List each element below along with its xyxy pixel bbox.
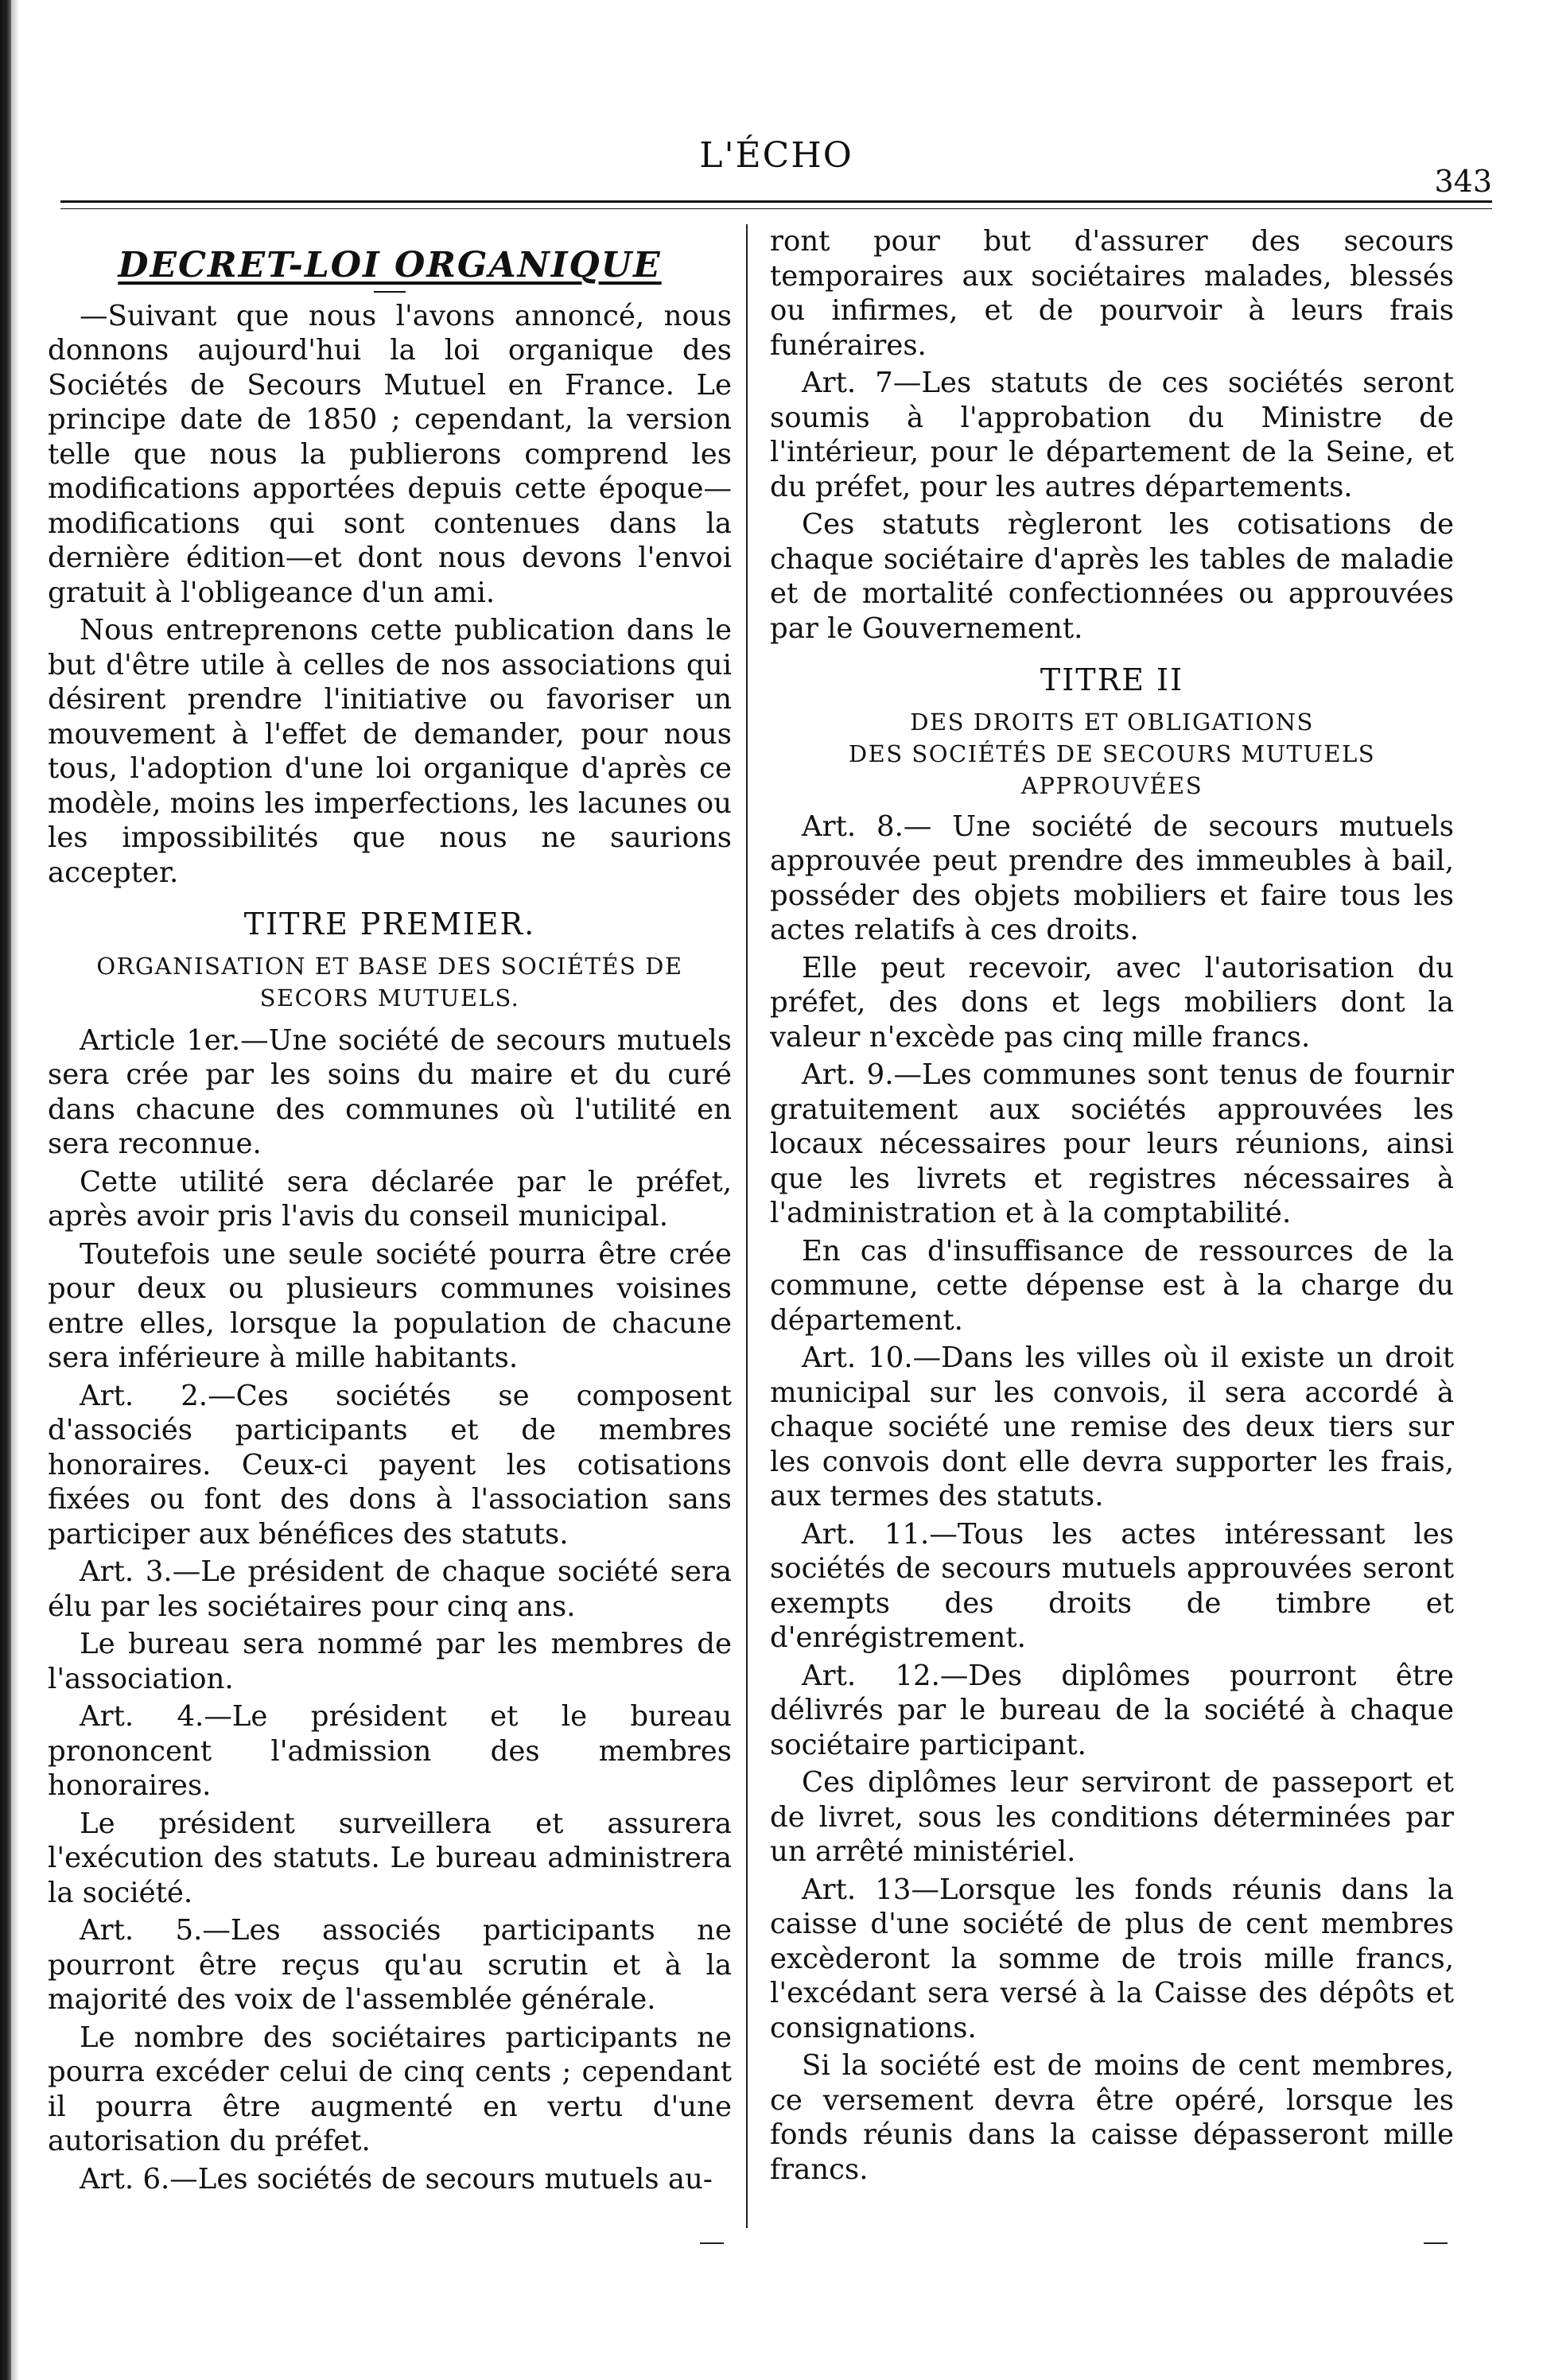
titre-deux-subhead-line: APPROUVÉES <box>1020 771 1203 799</box>
article-paragraph: Art. 5.—Les associés participants ne pourront être reçus qu'au scrutin et à la majorité des voix de l'assemblée générale. <box>48 1914 732 2016</box>
running-title: L'ÉCHO <box>699 135 853 176</box>
article-paragraph: Art. 8.— Une société de secours mutuels approuvée peut prendre des immeubles à bail, posséder des objets mobiliers et faire tous les actes relatifs à ces droits. <box>770 810 1454 946</box>
title-dash <box>374 291 406 293</box>
article-paragraph: Art. 10.—Dans les villes où il existe un droit municipal sur les convois, il sera accordé à chaque société une remise des deux tiers sur les convois dont elle devra supporter les frais, aux termes des statuts. <box>770 1341 1454 1512</box>
page-number: 343 <box>1434 164 1492 199</box>
titre-deux-heading: TITRE II <box>1040 662 1184 697</box>
article-paragraph: Art. 11.—Tous les actes intéressant les sociétés de secours mutuels approuvées seront exempts des droits de timbre et d'enrégistrement. <box>770 1517 1454 1654</box>
titre-deux-subhead-line: DES DROITS ET OBLIGATIONS <box>910 708 1314 736</box>
article-paragraph: Si la société est de moins de cent membres, ce versement devra être opéré, lorsque les fonds réunis dans la caisse dépasseront mille francs. <box>770 2049 1454 2186</box>
decret-title: DECRET-LOI ORGANIQUE <box>118 245 662 285</box>
intro-paragraph: Nous entreprenons cette publication dans le but d'être utile à celles de nos associations qui désirent prendre l'initiative ou favoriser un mouvement à l'effet de demander, pour nous tous, l'adoption d'une loi organique d'après ce modèle, moins les imperfections, les lacunes ou les impossibilités que nous ne saurions accepter. <box>48 614 732 889</box>
article-paragraph: Art. 3.—Le président de chaque société sera élu par les sociétaires pour cinq ans. <box>48 1555 732 1623</box>
continued-paragraph: ront pour but d'assurer des secours temporaires aux sociétaires malades, blessés ou infirmes, et de pourvoir à leurs frais funéraires. <box>770 225 1454 362</box>
book-binding-edge <box>0 0 11 2380</box>
running-head <box>60 135 1492 199</box>
article-paragraph: Art. 7—Les statuts de ces sociétés seront soumis à l'approbation du Ministre de l'intérieur, pour le département de la Seine, et du préfet, pour les autres départements. <box>770 367 1454 503</box>
article-paragraph: Art. 6.—Les sociétés de secours mutuels au- <box>80 2162 713 2196</box>
header-rule <box>60 200 1492 203</box>
article-paragraph: Le président surveillera et assurera l'exécution des statuts. Le bureau administrera la société. <box>48 1807 732 1909</box>
article-paragraph: En cas d'insuffisance de ressources de la commune, cette dépense est à la charge du département. <box>770 1234 1454 1337</box>
article-paragraph: Art. 13—Lorsque les fonds réunis dans la caisse d'une société de plus de cent membres excèderont la somme de trois mille francs, l'excédant sera versé à la Caisse des dépôts et consignations. <box>770 1873 1454 2044</box>
article-paragraph: Ces diplômes leur serviront de passeport et de livret, sous les conditions déterminées par un arrêté ministériel. <box>770 1766 1454 1868</box>
article-paragraph: Ces statuts règleront les cotisations de chaque sociétaire d'après les tables de maladie et de mortalité confectionnées ou approuvées par le Gouvernement. <box>770 508 1454 645</box>
article-paragraph: Cette utilité sera déclarée par le préfet, après avoir pris l'avis du conseil municipal. <box>48 1165 732 1233</box>
right-column <box>770 224 1454 2236</box>
scan-shadow <box>11 0 19 2380</box>
article-paragraph: Toutefois une seule société pourra être crée pour deux ou plusieurs communes voisines entre elles, lorsque la population de chacune sera inférieure à mille habitants. <box>48 1237 732 1374</box>
article-paragraph: Le nombre des sociétaires participants ne pourra excéder celui de cinq cents ; cependant il pourra être augmenté en vertu d'une autorisation du préfet. <box>48 2021 732 2157</box>
article-paragraph: Art. 4.—Le président et le bureau prononcent l'admission des membres honoraires. <box>48 1700 732 1802</box>
column-divider <box>746 224 748 2228</box>
header-rule-thin <box>60 208 1492 209</box>
article-paragraph: Art. 2.—Ces sociétés se composent d'associés participants et de membres honoraires. Ceux-ci payent les cotisations fixées ou font des dons à l'association sans participer aux bénéfices des statuts. <box>48 1379 732 1551</box>
left-column <box>48 224 732 2236</box>
article-paragraph: Art. 12.—Des diplômes pourront être délivrés par le bureau de la société à chaque sociétaire participant. <box>770 1659 1454 1761</box>
footer-mark <box>1424 2242 1448 2244</box>
article-paragraph: Elle peut recevoir, avec l'autorisation du préfet, des dons et legs mobiliers dont la valeur n'excède pas cinq mille francs. <box>770 951 1454 1054</box>
article-paragraph: Le bureau sera nommé par les membres de l'association. <box>48 1628 732 1695</box>
footer-mark <box>700 2242 724 2244</box>
titre-premier-subhead: ORGANISATION ET BASE DES SOCIÉTÉS DE SECORS MUTUELS. <box>96 952 683 1011</box>
article-paragraph: Art. 9.—Les communes sont tenus de fournir gratuitement aux sociétés approuvées les locaux nécessaires pour leurs réunions, ainsi que les livrets et registres nécessaires à l'administration et à la comptabilité. <box>770 1058 1454 1229</box>
titre-deux-subhead-line: DES SOCIÉTÉS DE SECOURS MUTUELS <box>848 740 1376 767</box>
article-paragraph: Article 1er.—Une société de secours mutuels sera crée par les soins du maire et du curé dans chacune des communes où l'utilité en sera reconnue. <box>48 1023 732 1160</box>
intro-paragraph: —Suivant que nous l'avons annoncé, nous donnons aujourd'hui la loi organique des Sociétés de Secours Mutuel en France. Le principe date de 1850 ; cependant, la version telle que nous la publierons comprend les modifications apportées depuis cette époque—modifications qui sont contenues dans la dernière édition—et dont nous devons l'envoi gratuit à l'obligeance d'un ami. <box>48 299 732 609</box>
titre-premier-heading: TITRE PREMIER. <box>243 907 536 942</box>
